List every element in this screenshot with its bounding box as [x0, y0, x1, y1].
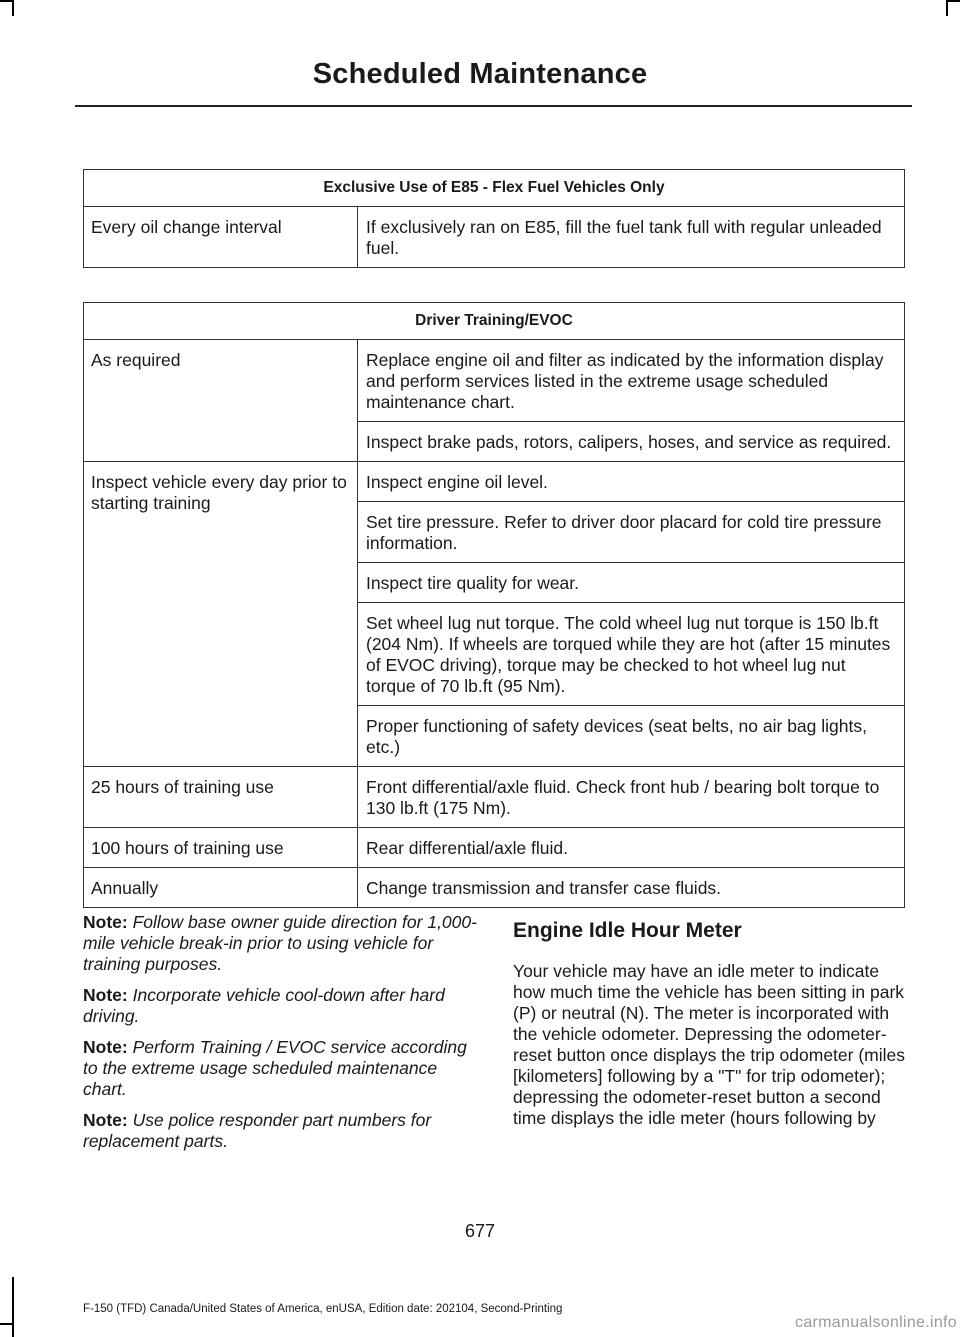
interval-cell: 100 hours of training use	[84, 828, 358, 868]
interval-cell: 25 hours of training use	[84, 767, 358, 828]
table-row	[84, 868, 905, 908]
action-cell: Replace engine oil and filter as indicated by the information display and perform services listed in the extreme usage scheduled maintenance chart.	[358, 340, 905, 422]
note	[83, 1110, 478, 1152]
action-cell: Set tire pressure. Refer to driver door placard for cold tire pressure information.	[358, 502, 905, 563]
action-cell: Change transmission and transfer case fluids.	[358, 868, 905, 908]
table-row	[84, 462, 905, 502]
note-text: Use police responder part numbers for replacement parts.	[83, 1110, 432, 1151]
section-body: Your vehicle may have an idle meter to indicate how much time the vehicle has been sitting in park (P) or neutral (N). The meter is incorporated with the vehicle odometer. Depressing the odometer-reset button once displays the trip odometer (miles [kilometers] following by a "T" for trip odometer); depressing the odometer-reset button a second time displays the idle meter (hours following by	[513, 961, 905, 1128]
watermark: carmanualsonline.info	[795, 1314, 957, 1331]
action-cell: Inspect engine oil level.	[358, 462, 905, 502]
crop-mark	[946, 0, 960, 2]
table-row	[84, 207, 905, 268]
notes-column	[83, 912, 478, 1162]
note-label: Note:	[83, 985, 128, 1005]
section-heading: Engine Idle Hour Meter	[513, 919, 742, 942]
table-row	[84, 767, 905, 828]
table-row	[84, 828, 905, 868]
note	[83, 912, 478, 975]
action-cell: Inspect brake pads, rotors, calipers, hoses, and service as required.	[358, 422, 905, 462]
note-label: Note:	[83, 1037, 128, 1057]
interval-cell: Annually	[84, 868, 358, 908]
driver-training-table	[83, 302, 905, 908]
note-label: Note:	[83, 912, 128, 932]
action-cell: Front differential/axle fluid. Check front hub / bearing bolt torque to 130 lb.ft (175 Nm).	[358, 767, 905, 828]
header-divider	[75, 105, 912, 107]
crop-mark	[12, 1277, 14, 1337]
action-cell: Proper functioning of safety devices (seat belts, no air bag lights, etc.)	[358, 706, 905, 767]
action-cell: If exclusively ran on E85, fill the fuel tank full with regular unleaded fuel.	[358, 207, 905, 268]
interval-cell: Every oil change interval	[84, 207, 358, 268]
note-label: Note:	[83, 1110, 128, 1130]
crop-mark	[946, 0, 948, 16]
note	[83, 1037, 478, 1100]
page-number: 677	[464, 1221, 496, 1241]
idle-meter-section	[513, 918, 908, 1129]
table-heading: Exclusive Use of E85 - Flex Fuel Vehicles Only	[84, 170, 905, 207]
table-heading: Driver Training/EVOC	[84, 303, 905, 340]
table-row	[84, 340, 905, 422]
footer-edition-text: F-150 (TFD) Canada/United States of America, enUSA, Edition date: 202104, Second-Printing	[83, 1303, 563, 1315]
interval-cell: As required	[84, 340, 358, 462]
action-cell: Set wheel lug nut torque. The cold wheel lug nut torque is 150 lb.ft (204 Nm). If wheels are torqued while they are hot (after 15 minutes of EVOC driving), torque may be checked to hot wheel lug nut torque of 70 lb.ft (95 Nm).	[358, 603, 905, 706]
crop-mark	[0, 1323, 14, 1325]
action-cell: Rear differential/axle fluid.	[358, 828, 905, 868]
page-title: Scheduled Maintenance	[312, 58, 648, 90]
e85-maintenance-table	[83, 169, 905, 268]
action-cell: Inspect tire quality for wear.	[358, 563, 905, 603]
note-text: Follow base owner guide direction for 1,000-mile vehicle break-in prior to using vehicle for training purposes.	[83, 912, 477, 974]
interval-cell: Inspect vehicle every day prior to starting training	[84, 462, 358, 767]
note-text: Perform Training / EVOC service according to the extreme usage scheduled maintenance chart.	[83, 1037, 467, 1099]
note-text: Incorporate vehicle cool-down after hard driving.	[83, 985, 445, 1026]
note	[83, 985, 478, 1027]
crop-mark	[12, 0, 14, 16]
